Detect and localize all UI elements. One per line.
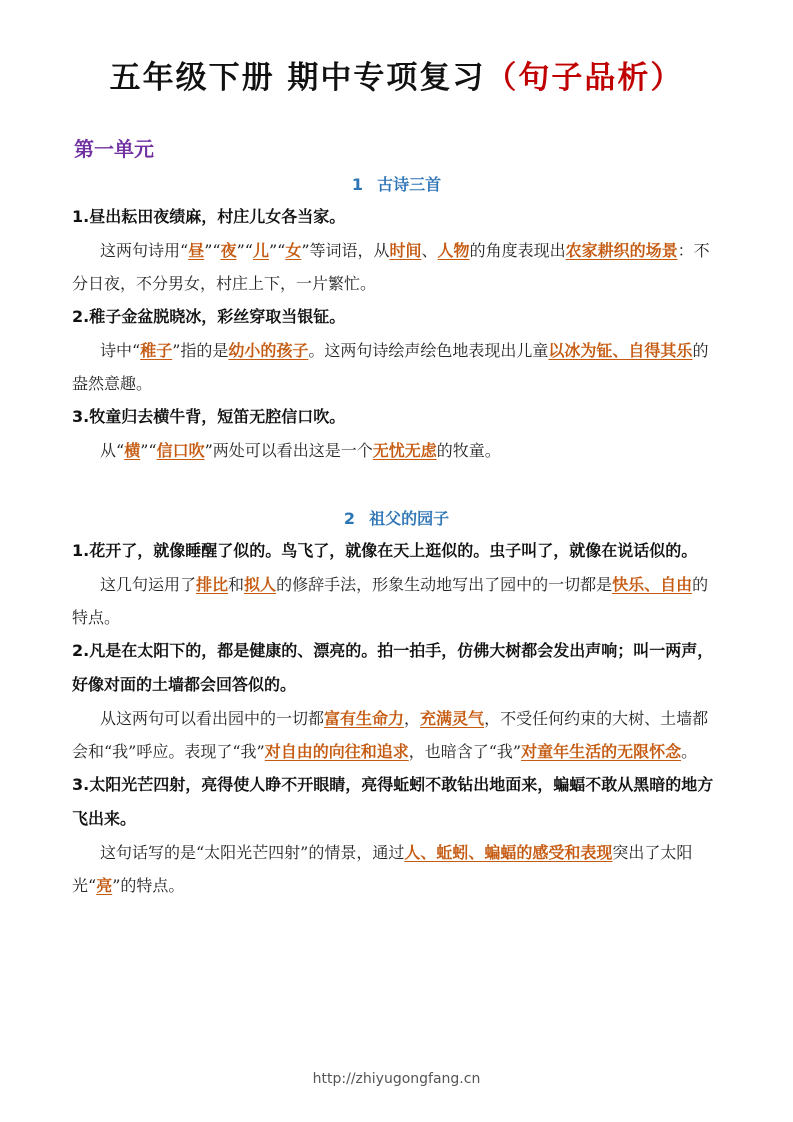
key-phrase: 稚子 [140,341,173,360]
text-segment: 这句话写的是“太阳光芒四射”的情景，通过 [100,843,405,862]
question-sentence: 2.凡是在太阳下的，都是健康的、漂亮的。拍一拍手，仿佛大树都会发出声响；叫一两声，好像对面的土墙都会回答似的。 [72,641,714,694]
text-segment: ”“ [204,241,221,260]
lesson-name: 古诗三首 [377,175,442,194]
title-subtitle: （句子品析） [485,60,684,96]
key-phrase: 快乐、自由 [612,575,693,594]
text-segment: 的牧童。 [436,441,501,460]
lesson-2-content [72,534,722,902]
text-segment: 从“ [100,441,125,460]
key-phrase: 充满灵气 [420,709,485,728]
lesson-heading-2 [0,506,793,529]
text-segment: 的角度表现出 [469,241,566,260]
text-segment: ”的特点。 [112,876,185,895]
lesson-name: 祖父的园子 [369,509,450,528]
text-segment: ，也暗含了“我” [408,742,522,761]
key-phrase: 昼 [188,241,205,260]
text-segment: ：不分日夜，不分男女，村庄上下，一片繁忙。 [72,241,710,293]
analysis-text [72,234,722,300]
unit-heading: 第一单元 [74,137,154,161]
key-phrase: 人、蚯蚓、蝙蝠的感受和表现 [404,843,613,862]
key-phrase: 富有生命力 [324,709,405,728]
text-segment: 和 [228,575,245,594]
key-phrase: 亮 [96,876,113,895]
analysis-text [72,434,722,467]
text-segment: ， [404,709,421,728]
lesson-heading-1 [0,172,793,195]
key-phrase: 女 [285,241,302,260]
question-sentence: 1.花开了，就像睡醒了似的。鸟飞了，就像在天上逛似的。虫子叫了，就像在说话似的。 [72,541,698,560]
text-segment: 、 [421,241,438,260]
text-segment: ”等词语，从 [301,241,390,260]
question-sentence: 1.昼出耘田夜绩麻，村庄儿女各当家。 [72,207,346,226]
footer-url: http://zhiyugongfang.cn [312,1071,481,1087]
text-segment: 诗中“ [100,341,141,360]
text-segment: 的盎然意趣。 [72,341,709,393]
text-segment: ”“ [140,441,157,460]
analysis-text [72,702,722,768]
key-phrase: 农家耕织的场景 [565,241,678,260]
analysis-text [72,836,722,902]
text-segment: ”“ [236,241,253,260]
text-segment: ”两处可以看出这是一个 [204,441,373,460]
question-sentence: 3.太阳光芒四射，亮得使人睁不开眼睛，亮得蚯蚓不敢钻出地面来，蝙蝠不敢从黑暗的地方飞出来。 [72,775,714,828]
key-phrase: 信口吹 [156,441,205,460]
lesson-number: 1 [351,175,364,194]
question-sentence: 2.稚子金盆脱晓冰，彩丝穿取当银钲。 [72,307,346,326]
key-phrase: 以冰为钲、自得其乐 [548,341,693,360]
text-segment: 的特点。 [72,575,709,627]
key-phrase: 幼小的孩子 [228,341,309,360]
text-segment: 的修辞手法，形象生动地写出了园中的一切都是 [276,575,613,594]
key-phrase: 时间 [389,241,422,260]
key-phrase: 对童年生活的无限怀念 [521,742,682,761]
text-segment: 这几句运用了 [100,575,197,594]
text-segment: 这两句诗用“ [100,241,189,260]
text-segment: 。 [681,742,698,761]
lesson-number: 2 [343,509,356,528]
key-phrase: 横 [124,441,141,460]
text-segment: 突出了太阳光“ [72,843,693,895]
text-segment: 从这两句可以看出园中的一切都 [100,709,325,728]
analysis-text [72,334,722,400]
text-segment: ”“ [268,241,286,260]
key-phrase: 夜 [220,241,237,260]
page-title [0,52,793,97]
key-phrase: 无忧无虑 [372,441,437,460]
key-phrase: 人物 [437,241,470,260]
text-segment: ”指的是 [172,341,229,360]
question-sentence: 3.牧童归去横牛背，短笛无腔信口吹。 [72,407,346,426]
key-phrase: 拟人 [244,575,277,594]
key-phrase: 对自由的向往和追求 [264,742,409,761]
key-phrase: 排比 [196,575,229,594]
analysis-text [72,568,722,634]
key-phrase: 儿 [252,241,269,260]
title-main: 五年级下册 期中专项复习 [109,60,486,96]
text-segment: 。这两句诗绘声绘色地表现出儿童 [308,341,549,360]
lesson-1-content [72,200,722,467]
text-segment: ，不受任何约束的大树、土墙都会和“我”呼应。表现了“我” [72,709,709,761]
